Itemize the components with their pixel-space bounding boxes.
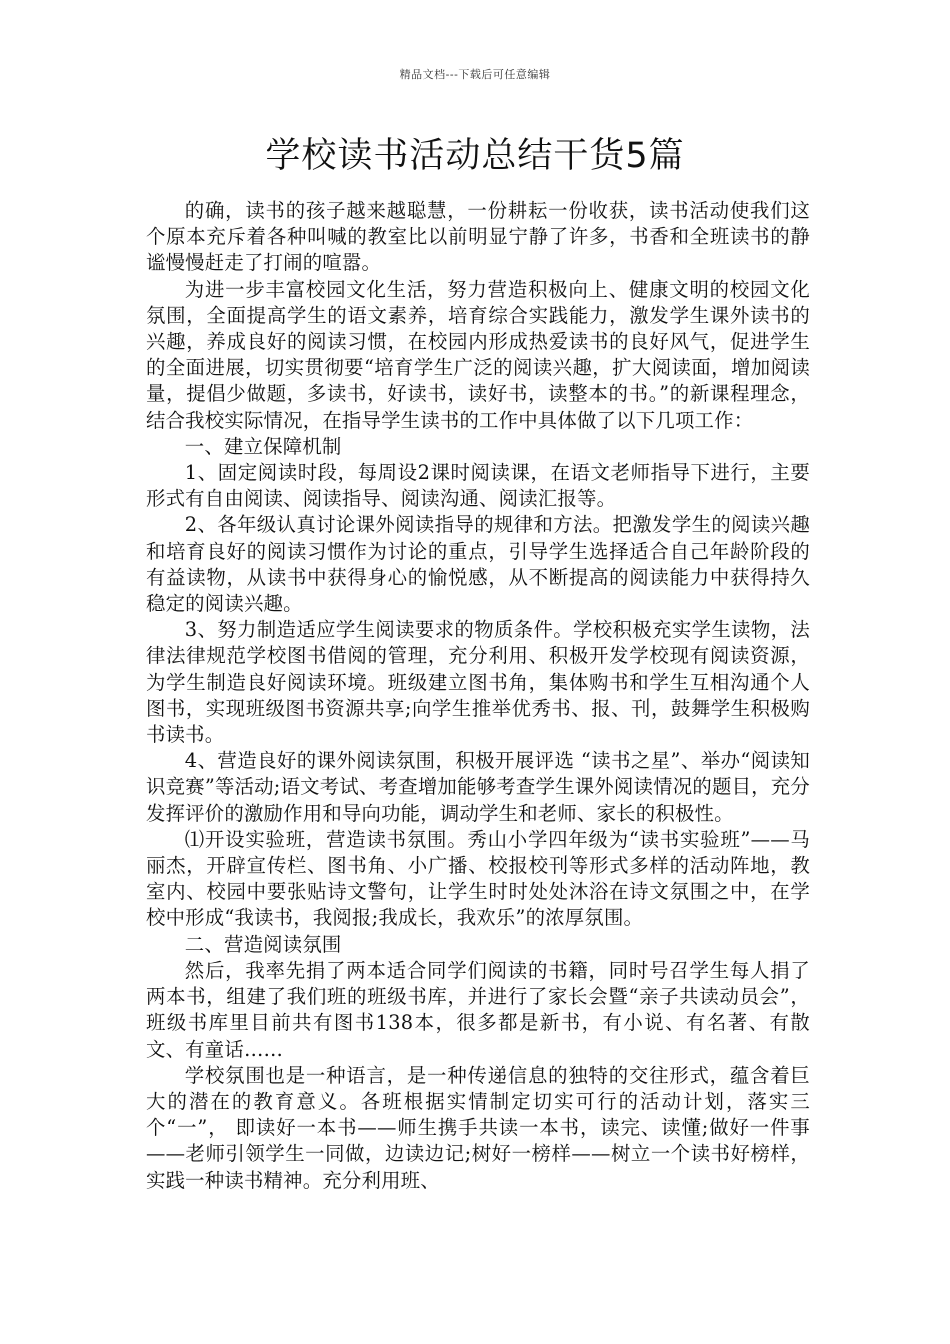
section-heading: 二、营造阅读氛围 <box>184 932 342 956</box>
paragraph: ⑴开设实验班，营造读书氛围。秀山小学四年级为“读书实验班”——马丽杰，开辟宣传栏、图书角、小广播、校报校刊等形式多样的活动阵地，教室内、校园中要张贴诗文警句，让学生时时处处沐浴在诗文氛围之中，在学校中形成“我读书，我阅报;我成长，我欢乐”的浓厚氛围。 <box>146 827 810 930</box>
paragraph: 为进一步丰富校园文化生活，努力营造积极向上、健康文明的校园文化氛围，全面提高学生的语文素养，培育综合实践能力，激发学生课外读书的兴趣，养成良好的阅读习惯，在校园内形成热爱读书的良好风气，促进学生的全面进展，切实贯彻要“培育学生广泛的阅读兴趣，扩大阅读面，增加阅读量，提倡少做题，多读书，好读书，读好书，读整本的书。”的新课程理念，结合我校实际情况，在指导学生读书的工作中具体做了以下几项工作： <box>146 277 810 432</box>
paragraph: 学校氛围也是一种语言，是一种传递信息的独特的交往形式，蕴含着巨大的潜在的教育意义。各班根据实情制定切实可行的活动计划，落实三个“一”， 即读好一本书——师生携手共读一本书，读完、读懂;做好一件事——老师引领学生一同做，边读边记;树好一榜样——树立一个读书好榜样，实践一种读书精神。充分利用班、 <box>146 1063 810 1192</box>
paragraph: 2、各年级认真讨论课外阅读指导的规律和方法。把激发学生的阅读兴趣和培育良好的阅读习惯作为讨论的重点，引导学生选择适合自己年龄阶段的有益读物，从读书中获得身心的愉悦感，从不断提高的阅读能力中获得持久稳定的阅读兴趣。 <box>146 513 810 616</box>
paragraph: 然后，我率先捐了两本适合同学们阅读的书籍，同时号召学生每人捐了两本书，组建了我们班的班级书库，并进行了家长会暨“亲子共读动员会”， 班级书库里目前共有图书138本，很多都是新书，有小说、有名著、有散文、有童话…… <box>146 958 810 1061</box>
section-heading: 一、建立保障机制 <box>184 434 342 458</box>
paragraph: 3、努力制造适应学生阅读要求的物质条件。学校积极充实学生读物，法律法律规范学校图书借阅的管理，充分利用、积极开发学校现有阅读资源，为学生制造良好阅读环境。班级建立图书角，集体购书和学生互相沟通个人图书，实现班级图书资源共享;向学生推举优秀书、报、刊，鼓舞学生积极购书读书。 <box>146 618 810 747</box>
paragraph: 1、固定阅读时段，每周设2课时阅读课，在语文老师指导下进行，主要形式有自由阅读、阅读指导、阅读沟通、阅读汇报等。 <box>146 461 810 511</box>
document-title: 学校读书活动总结干货5篇 <box>265 136 685 176</box>
page-header: 精品文档---下载后可任意编辑 <box>399 68 551 81</box>
document-body <box>146 198 810 1194</box>
paragraph: 的确，读书的孩子越来越聪慧，一份耕耘一份收获，读书活动使我们这个原本充斥着各种叫喊的教室比以前明显宁静了许多，书香和全班读书的静谧慢慢赶走了打闹的喧嚣。 <box>146 199 810 275</box>
paragraph: 4、营造良好的课外阅读氛围，积极开展评选 “读书之星”、举办“阅读知识竞赛”等活动;语文考试、考查增加能够考查学生课外阅读情况的题目，充分发挥评价的激励作用和导向功能，调动学生和老师、家长的积极性。 <box>146 749 810 825</box>
